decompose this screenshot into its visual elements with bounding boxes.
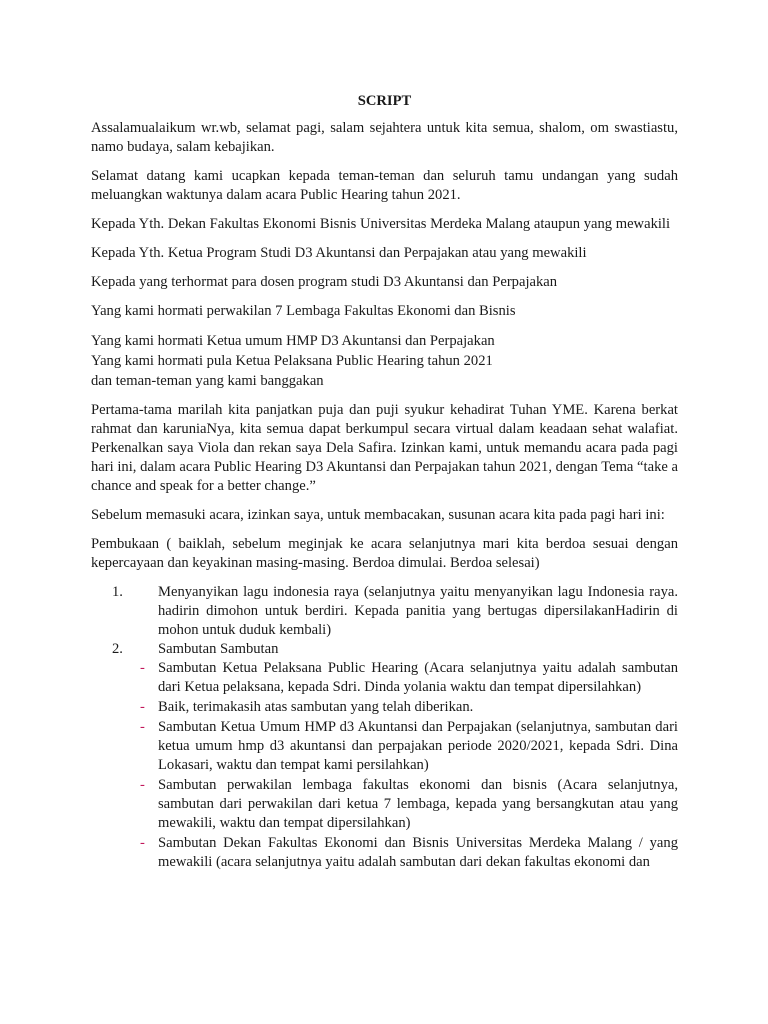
sublist-item <box>140 698 678 717</box>
paragraph-welcome: Selamat datang kami ucapkan kepada teman-teman dan seluruh tamu undangan yang sudah meluangkan waktunya dalam acara Public Hearing tahun 2021. <box>91 168 678 203</box>
sublist-item-text: Sambutan Ketua Pelaksana Public Hearing (Acara selanjutnya yaitu adalah sambutan dari Ketua pelaksana, kepada Sdri. Dinda yolania waktu dan tempat dipersilahkan) <box>158 660 678 695</box>
sublist-item-text: Sambutan perwakilan lembaga fakultas ekonomi dan bisnis (Acara selanjutnya, sambutan dari perwakilan dari ketua 7 lembaga, kepada yang bersangkutan atau yang mewakili, waktu dan tempat dipersilahkan) <box>158 777 678 831</box>
sublist-item-text: Sambutan Ketua Umum HMP d3 Akuntansi dan Perpajakan (selanjutnya, sambutan dari ketua umum hmp d3 akuntansi dan perpajakan periode 2020/2021, kepada Sdri. Dina Lokasari, waktu dan tempat kami persilahkan) <box>158 719 678 773</box>
sublist-item <box>140 659 678 697</box>
list-item <box>91 640 678 872</box>
list-item <box>91 583 678 640</box>
paragraph-kaprodi: Kepada Yth. Ketua Program Studi D3 Akuntansi dan Perpajakan atau yang mewakili <box>91 245 587 261</box>
list-item-text: Sambutan Sambutan <box>158 641 279 657</box>
greeting-line: dan teman-teman yang kami banggakan <box>91 373 324 389</box>
dash-marker: - <box>140 699 145 715</box>
dash-marker: - <box>140 835 145 851</box>
paragraph-agenda-intro: Sebelum memasuki acara, izinkan saya, untuk membacakan, susunan acara kita pada pagi hari ini: <box>91 507 665 523</box>
sublist-item-text: Baik, terimakasih atas sambutan yang telah diberikan. <box>158 699 474 715</box>
paragraph-opening: Pertama-tama marilah kita panjatkan puja dan puji syukur kehadirat Tuhan YME. Karena berkat rahmat dan karuniaNya, kita semua dapat berkumpul secara virtual dalam keadaan sehat walafiat. Perkenalkan saya Viola dan rekan saya Dela Safira. Izinkan kami, untuk memandu acara pada pagi hari ini, dalam acara Public Hearing D3 Akuntansi dan Perpajakan tahun 2021, dengan Tema “take a chance and speak for a better change.” <box>91 402 678 494</box>
list-item-text: Menyanyikan lagu indonesia raya (selanjutnya yaitu menyanyikan lagu Indonesia raya. hadirin dimohon untuk berdiri. Kepada panitia yang bertugas dipersilakanHadirin di mohon untuk duduk kembali) <box>158 584 678 638</box>
greeting-line: Yang kami hormati Ketua umum HMP D3 Akuntansi dan Perpajakan <box>91 333 495 349</box>
paragraph-pembukaan: Pembukaan ( baiklah, sebelum meginjak ke acara selanjutnya mari kita berdoa sesuai dengan kepercayaan dan keyakinan masing-masing. Berdoa dimulai. Berdoa selesai) <box>91 536 678 571</box>
greeting-line: Yang kami hormati pula Ketua Pelaksana Public Hearing tahun 2021 <box>91 353 493 369</box>
list-number: 2. <box>112 641 123 657</box>
greeting-block <box>91 331 678 391</box>
paragraph-salam: Assalamualaikum wr.wb, selamat pagi, salam sejahtera untuk kita semua, shalom, om swastiastu, namo budaya, salam kebajikan. <box>91 120 678 155</box>
dash-marker: - <box>140 719 145 735</box>
sublist-item <box>140 834 678 872</box>
sublist-item-text: Sambutan Dekan Fakultas Ekonomi dan Bisnis Universitas Merdeka Malang / yang mewakili (acara selanjutnya yaitu adalah sambutan dari dekan fakultas ekonomi dan <box>158 835 678 870</box>
sublist-item <box>140 718 678 775</box>
page-title: SCRIPT <box>357 93 412 109</box>
paragraph-dekan: Kepada Yth. Dekan Fakultas Ekonomi Bisnis Universitas Merdeka Malang ataupun yang mewakili <box>91 216 671 232</box>
paragraph-dosen: Kepada yang terhormat para dosen program studi D3 Akuntansi dan Perpajakan <box>91 274 558 290</box>
list-number: 1. <box>112 584 123 600</box>
sublist-item <box>140 776 678 833</box>
paragraph-lembaga: Yang kami hormati perwakilan 7 Lembaga Fakultas Ekonomi dan Bisnis <box>91 303 516 319</box>
sambutan-sublist <box>140 659 678 872</box>
dash-marker: - <box>140 777 145 793</box>
agenda-list <box>91 583 678 872</box>
dash-marker: - <box>140 660 145 676</box>
